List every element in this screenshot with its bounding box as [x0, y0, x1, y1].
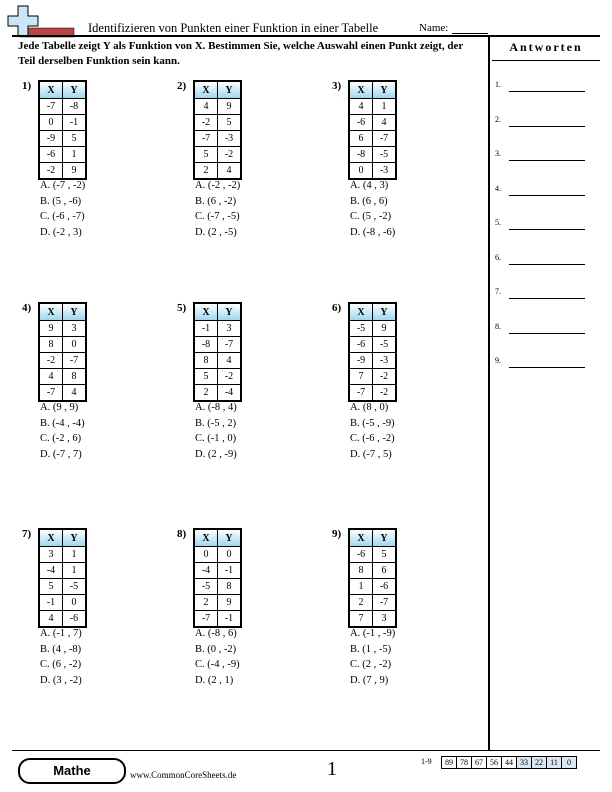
answer-line[interactable] [492, 80, 600, 92]
x-value: 8 [349, 563, 373, 579]
y-value: 4 [218, 163, 242, 180]
x-value: -7 [194, 131, 218, 147]
problem-5 [177, 302, 317, 462]
x-column-header: X [39, 529, 63, 547]
answer-number: 6. [495, 252, 501, 262]
y-value: -8 [63, 99, 87, 115]
y-value: 3 [218, 321, 242, 337]
answers-heading-underline [492, 60, 600, 61]
problem-2 [177, 80, 317, 240]
choice-option[interactable]: A. (-7 , -2) [40, 180, 86, 191]
choice-option[interactable]: C. (-2 , 6) [40, 433, 82, 444]
instructions: Jede Tabelle zeigt Y als Funktion von X. Bestimmen Sie, welche Auswahl einen Punkt zeigt, der Teil derselben Funktion sein kann. [18, 40, 464, 67]
y-value: -5 [373, 147, 397, 163]
table-row [194, 369, 241, 385]
y-value: 1 [63, 147, 87, 163]
y-value: 5 [218, 115, 242, 131]
x-value: -9 [39, 131, 63, 147]
table-row [194, 337, 241, 353]
x-column-header: X [39, 81, 63, 99]
x-value: -7 [39, 99, 63, 115]
table-row [39, 611, 86, 628]
x-value: 2 [349, 595, 373, 611]
answer-blank[interactable] [509, 160, 585, 161]
choice-option[interactable]: A. (9 , 9) [40, 402, 79, 413]
choice-option[interactable]: A. (-1 , -9) [350, 628, 396, 639]
answer-blank[interactable] [509, 264, 585, 265]
y-value: 9 [218, 99, 242, 115]
y-value: 9 [373, 321, 397, 337]
y-value: -3 [373, 353, 397, 369]
problem-number: 4) [22, 302, 32, 314]
worksheet-title: Identifizieren von Punkten einer Funktion in einer Tabelle [88, 21, 379, 35]
choice-option[interactable]: D. (-7 , 7) [40, 448, 82, 460]
score-range-label: 1-9 [421, 757, 432, 766]
answer-line[interactable] [492, 253, 600, 265]
problem-6 [332, 302, 472, 462]
table-row [349, 385, 396, 402]
choice-option[interactable]: C. (5 , -2) [350, 211, 392, 222]
xy-table [348, 528, 397, 628]
score-cell: 22 [532, 757, 547, 769]
problem-9 [332, 528, 472, 688]
x-value: -1 [39, 595, 63, 611]
y-value: 4 [218, 353, 242, 369]
x-value: 4 [39, 611, 63, 628]
table-row [39, 131, 86, 147]
x-column-header: X [194, 81, 218, 99]
x-column-header: X [349, 303, 373, 321]
x-value: 1 [349, 579, 373, 595]
choice-list [350, 626, 395, 688]
choice-list [350, 400, 395, 462]
score-cell: 56 [487, 757, 502, 769]
x-column-header: X [349, 529, 373, 547]
answer-line[interactable] [492, 184, 600, 196]
choice-option[interactable]: C. (-1 , 0) [195, 433, 237, 444]
y-value: 1 [63, 547, 87, 563]
answer-number: 3. [495, 149, 501, 158]
answers-heading: Antworten [509, 40, 583, 54]
choice-option[interactable]: D. (2 , 1) [195, 674, 234, 686]
choice-option[interactable]: C. (-6 , -7) [40, 211, 85, 222]
choice-option[interactable]: B. (6 , -2) [195, 195, 237, 207]
problem-number: 7) [22, 528, 32, 540]
table-row [194, 579, 241, 595]
table-row [194, 321, 241, 337]
y-column-header: Y [63, 303, 87, 321]
y-value: -2 [218, 369, 242, 385]
y-value: 8 [63, 369, 87, 385]
choice-option[interactable]: C. (-6 , -2) [350, 433, 395, 444]
table-row [349, 321, 396, 337]
table-row [39, 385, 86, 402]
problem-number: 8) [177, 528, 187, 540]
answer-line[interactable] [492, 115, 600, 127]
x-value: -7 [194, 611, 218, 628]
x-value: -5 [349, 321, 373, 337]
answer-number: 7. [495, 287, 501, 296]
choice-list [40, 626, 82, 688]
x-column-header: X [349, 81, 373, 99]
x-value: -8 [194, 337, 218, 353]
table-row [349, 99, 396, 115]
y-value: 0 [63, 337, 87, 353]
y-value: -1 [218, 611, 242, 628]
answer-column-divider [488, 35, 490, 750]
choice-list [195, 400, 237, 462]
y-value: -5 [373, 337, 397, 353]
score-cell: 11 [547, 757, 562, 769]
y-value: 0 [218, 547, 242, 563]
table-row [349, 337, 396, 353]
y-value: 3 [373, 611, 397, 628]
choice-option[interactable]: B. (-4 , -4) [40, 417, 85, 429]
table-row [349, 147, 396, 163]
answer-number: 1. [495, 80, 501, 89]
choice-option[interactable]: C. (6 , -2) [40, 659, 82, 670]
table-row [194, 163, 241, 180]
x-value: 4 [39, 369, 63, 385]
choice-option[interactable]: D. (2 , -9) [195, 448, 237, 460]
x-value: 5 [39, 579, 63, 595]
y-value: 9 [63, 163, 87, 180]
answer-number: 5. [495, 218, 501, 227]
y-value: -2 [373, 369, 397, 385]
problem-number: 6) [332, 302, 342, 314]
table-row [39, 321, 86, 337]
x-value: 0 [194, 547, 218, 563]
xy-table [38, 302, 87, 402]
table-row [349, 563, 396, 579]
y-value: -7 [218, 337, 242, 353]
y-value: 6 [373, 563, 397, 579]
subject-badge: Mathe [18, 758, 126, 784]
choice-option[interactable]: B. (1 , -5) [350, 643, 392, 655]
score-cell: 78 [457, 757, 472, 769]
y-column-header: Y [218, 529, 242, 547]
x-value: 8 [39, 337, 63, 353]
table-row [349, 547, 396, 563]
x-value: -2 [194, 115, 218, 131]
score-cell: 67 [472, 757, 487, 769]
table-row [39, 563, 86, 579]
table-row [194, 147, 241, 163]
y-value: 3 [63, 321, 87, 337]
y-value: 5 [63, 131, 87, 147]
problem-7 [22, 528, 162, 688]
table-row [39, 147, 86, 163]
choice-option[interactable]: A. (-2 , -2) [195, 180, 241, 191]
answer-number: 2. [495, 114, 501, 124]
y-column-header: Y [63, 81, 87, 99]
table-row [194, 131, 241, 147]
table-row [194, 99, 241, 115]
answer-line[interactable] [492, 218, 600, 230]
x-value: 4 [349, 99, 373, 115]
table-row [349, 579, 396, 595]
x-value: 7 [349, 369, 373, 385]
table-row [194, 385, 241, 402]
table-row [39, 547, 86, 563]
x-value: -9 [349, 353, 373, 369]
y-value: -2 [373, 385, 397, 402]
xy-table [38, 528, 87, 628]
page-number: 1 [327, 758, 337, 780]
choice-option[interactable]: C. (-4 , -9) [195, 659, 240, 670]
score-cell: 0 [562, 757, 577, 769]
table-row [349, 611, 396, 628]
table-row [349, 131, 396, 147]
x-value: 6 [349, 131, 373, 147]
xy-table [193, 80, 242, 180]
table-row [39, 353, 86, 369]
table-row [349, 163, 396, 180]
y-value: -1 [218, 563, 242, 579]
x-value: -7 [39, 385, 63, 402]
answer-blank[interactable] [509, 195, 585, 196]
x-value: 5 [194, 147, 218, 163]
x-value: 2 [194, 163, 218, 180]
y-value: -3 [218, 131, 242, 147]
table-row [349, 369, 396, 385]
x-column-header: X [39, 303, 63, 321]
y-column-header: Y [373, 303, 397, 321]
y-value: -3 [373, 163, 397, 180]
x-value: 8 [194, 353, 218, 369]
table-row [194, 563, 241, 579]
choice-option[interactable]: D. (-2 , 3) [40, 226, 82, 238]
answer-line[interactable] [492, 149, 600, 161]
y-value: 0 [63, 595, 87, 611]
site-url: www.CommonCoreSheets.de [130, 770, 237, 780]
choice-option[interactable]: C. (-7 , -5) [195, 211, 240, 222]
name-field-line[interactable] [452, 33, 488, 34]
choice-list [350, 178, 395, 240]
choice-option[interactable]: C. (2 , -2) [350, 659, 392, 670]
answer-number: 8. [495, 321, 501, 331]
problem-1 [22, 80, 162, 240]
y-column-header: Y [218, 81, 242, 99]
xy-table [348, 302, 397, 402]
problem-number: 9) [332, 528, 342, 540]
x-value: -5 [194, 579, 218, 595]
choice-option[interactable]: A. (4 , 3) [350, 180, 389, 191]
y-value: -7 [373, 131, 397, 147]
y-column-header: Y [63, 529, 87, 547]
choice-option[interactable]: A. (8 , 0) [350, 402, 389, 413]
problem-4 [22, 302, 162, 462]
choice-option[interactable]: B. (0 , -2) [195, 643, 237, 655]
table-row [39, 99, 86, 115]
choice-list [40, 400, 85, 462]
table-row [194, 353, 241, 369]
table-row [194, 611, 241, 628]
plus-logo-icon [6, 4, 76, 38]
table-row [349, 115, 396, 131]
answer-line[interactable] [492, 356, 600, 368]
choice-option[interactable]: D. (7 , 9) [350, 674, 389, 686]
problem-3 [332, 80, 472, 240]
choice-option[interactable]: B. (-5 , -9) [350, 417, 395, 429]
x-value: 0 [39, 115, 63, 131]
y-value: -4 [218, 385, 242, 402]
choice-option[interactable]: B. (-5 , 2) [195, 417, 237, 429]
choice-option[interactable]: D. (3 , -2) [40, 674, 82, 686]
y-value: -7 [63, 353, 87, 369]
y-value: -6 [373, 579, 397, 595]
x-value: -7 [349, 385, 373, 402]
header-divider [12, 35, 600, 37]
choice-option[interactable]: D. (-7 , 5) [350, 448, 392, 460]
table-row [39, 337, 86, 353]
y-value: 5 [373, 547, 397, 563]
y-value: -7 [373, 595, 397, 611]
choice-list [195, 178, 240, 240]
x-value: 3 [39, 547, 63, 563]
table-row [39, 579, 86, 595]
table-row [194, 547, 241, 563]
answer-line[interactable] [492, 287, 600, 299]
x-value: 0 [349, 163, 373, 180]
table-row [39, 369, 86, 385]
xy-table [193, 528, 242, 628]
choice-option[interactable]: D. (2 , -5) [195, 226, 237, 238]
x-value: 2 [194, 595, 218, 611]
x-value: -4 [194, 563, 218, 579]
score-table [441, 756, 577, 769]
choice-list [40, 178, 85, 240]
problem-number: 2) [177, 80, 187, 92]
y-value: -2 [218, 147, 242, 163]
y-value: 9 [218, 595, 242, 611]
x-value: -6 [349, 547, 373, 563]
answer-blank[interactable] [509, 333, 585, 334]
y-value: 8 [218, 579, 242, 595]
x-value: 2 [194, 385, 218, 402]
xy-table [38, 80, 87, 180]
answer-number: 9. [495, 356, 501, 365]
x-value: -6 [349, 337, 373, 353]
y-column-header: Y [218, 303, 242, 321]
y-value: 4 [373, 115, 397, 131]
table-row [39, 595, 86, 611]
answer-blank[interactable] [509, 91, 585, 92]
problem-number: 5) [177, 302, 187, 314]
answer-number: 4. [495, 183, 501, 193]
answer-line[interactable] [492, 322, 600, 334]
choice-option[interactable]: A. (-8 , 4) [195, 402, 237, 413]
x-value: 5 [194, 369, 218, 385]
x-value: 4 [194, 99, 218, 115]
x-value: -8 [349, 147, 373, 163]
choice-option[interactable]: B. (6 , 6) [350, 195, 388, 207]
xy-table [193, 302, 242, 402]
x-value: -6 [39, 147, 63, 163]
table-row [349, 595, 396, 611]
y-column-header: Y [373, 529, 397, 547]
xy-table [348, 80, 397, 180]
score-cell: 89 [442, 757, 457, 769]
y-value: -5 [63, 579, 87, 595]
x-value: 9 [39, 321, 63, 337]
choice-option[interactable]: B. (4 , -8) [40, 643, 82, 655]
choice-option[interactable]: A. (-1 , 7) [40, 628, 82, 639]
table-row [194, 595, 241, 611]
y-value: -6 [63, 611, 87, 628]
y-value: 1 [373, 99, 397, 115]
problem-number: 1) [22, 80, 32, 92]
choice-list [195, 626, 240, 688]
x-value: -4 [39, 563, 63, 579]
x-column-header: X [194, 529, 218, 547]
y-column-header: Y [373, 81, 397, 99]
x-value: -2 [39, 353, 63, 369]
answer-blank[interactable] [509, 367, 585, 368]
y-value: 4 [63, 385, 87, 402]
x-value: -6 [349, 115, 373, 131]
answer-blank[interactable] [509, 229, 585, 230]
footer-divider [12, 750, 600, 751]
choice-option[interactable]: B. (5 , -6) [40, 195, 82, 207]
choice-option[interactable]: D. (-8 , -6) [350, 226, 396, 238]
x-value: -2 [39, 163, 63, 180]
y-value: -1 [63, 115, 87, 131]
x-value: -1 [194, 321, 218, 337]
name-label: Name: [419, 22, 449, 34]
answer-blank[interactable] [509, 126, 585, 127]
table-row [39, 115, 86, 131]
choice-option[interactable]: A. (-8 , 6) [195, 628, 237, 639]
table-row [349, 353, 396, 369]
score-cell: 44 [502, 757, 517, 769]
problem-8 [177, 528, 317, 688]
x-column-header: X [194, 303, 218, 321]
x-value: 7 [349, 611, 373, 628]
answer-blank[interactable] [509, 298, 585, 299]
table-row [39, 163, 86, 180]
table-row [194, 115, 241, 131]
score-cell: 33 [517, 757, 532, 769]
problem-number: 3) [332, 80, 342, 92]
y-value: 1 [63, 563, 87, 579]
